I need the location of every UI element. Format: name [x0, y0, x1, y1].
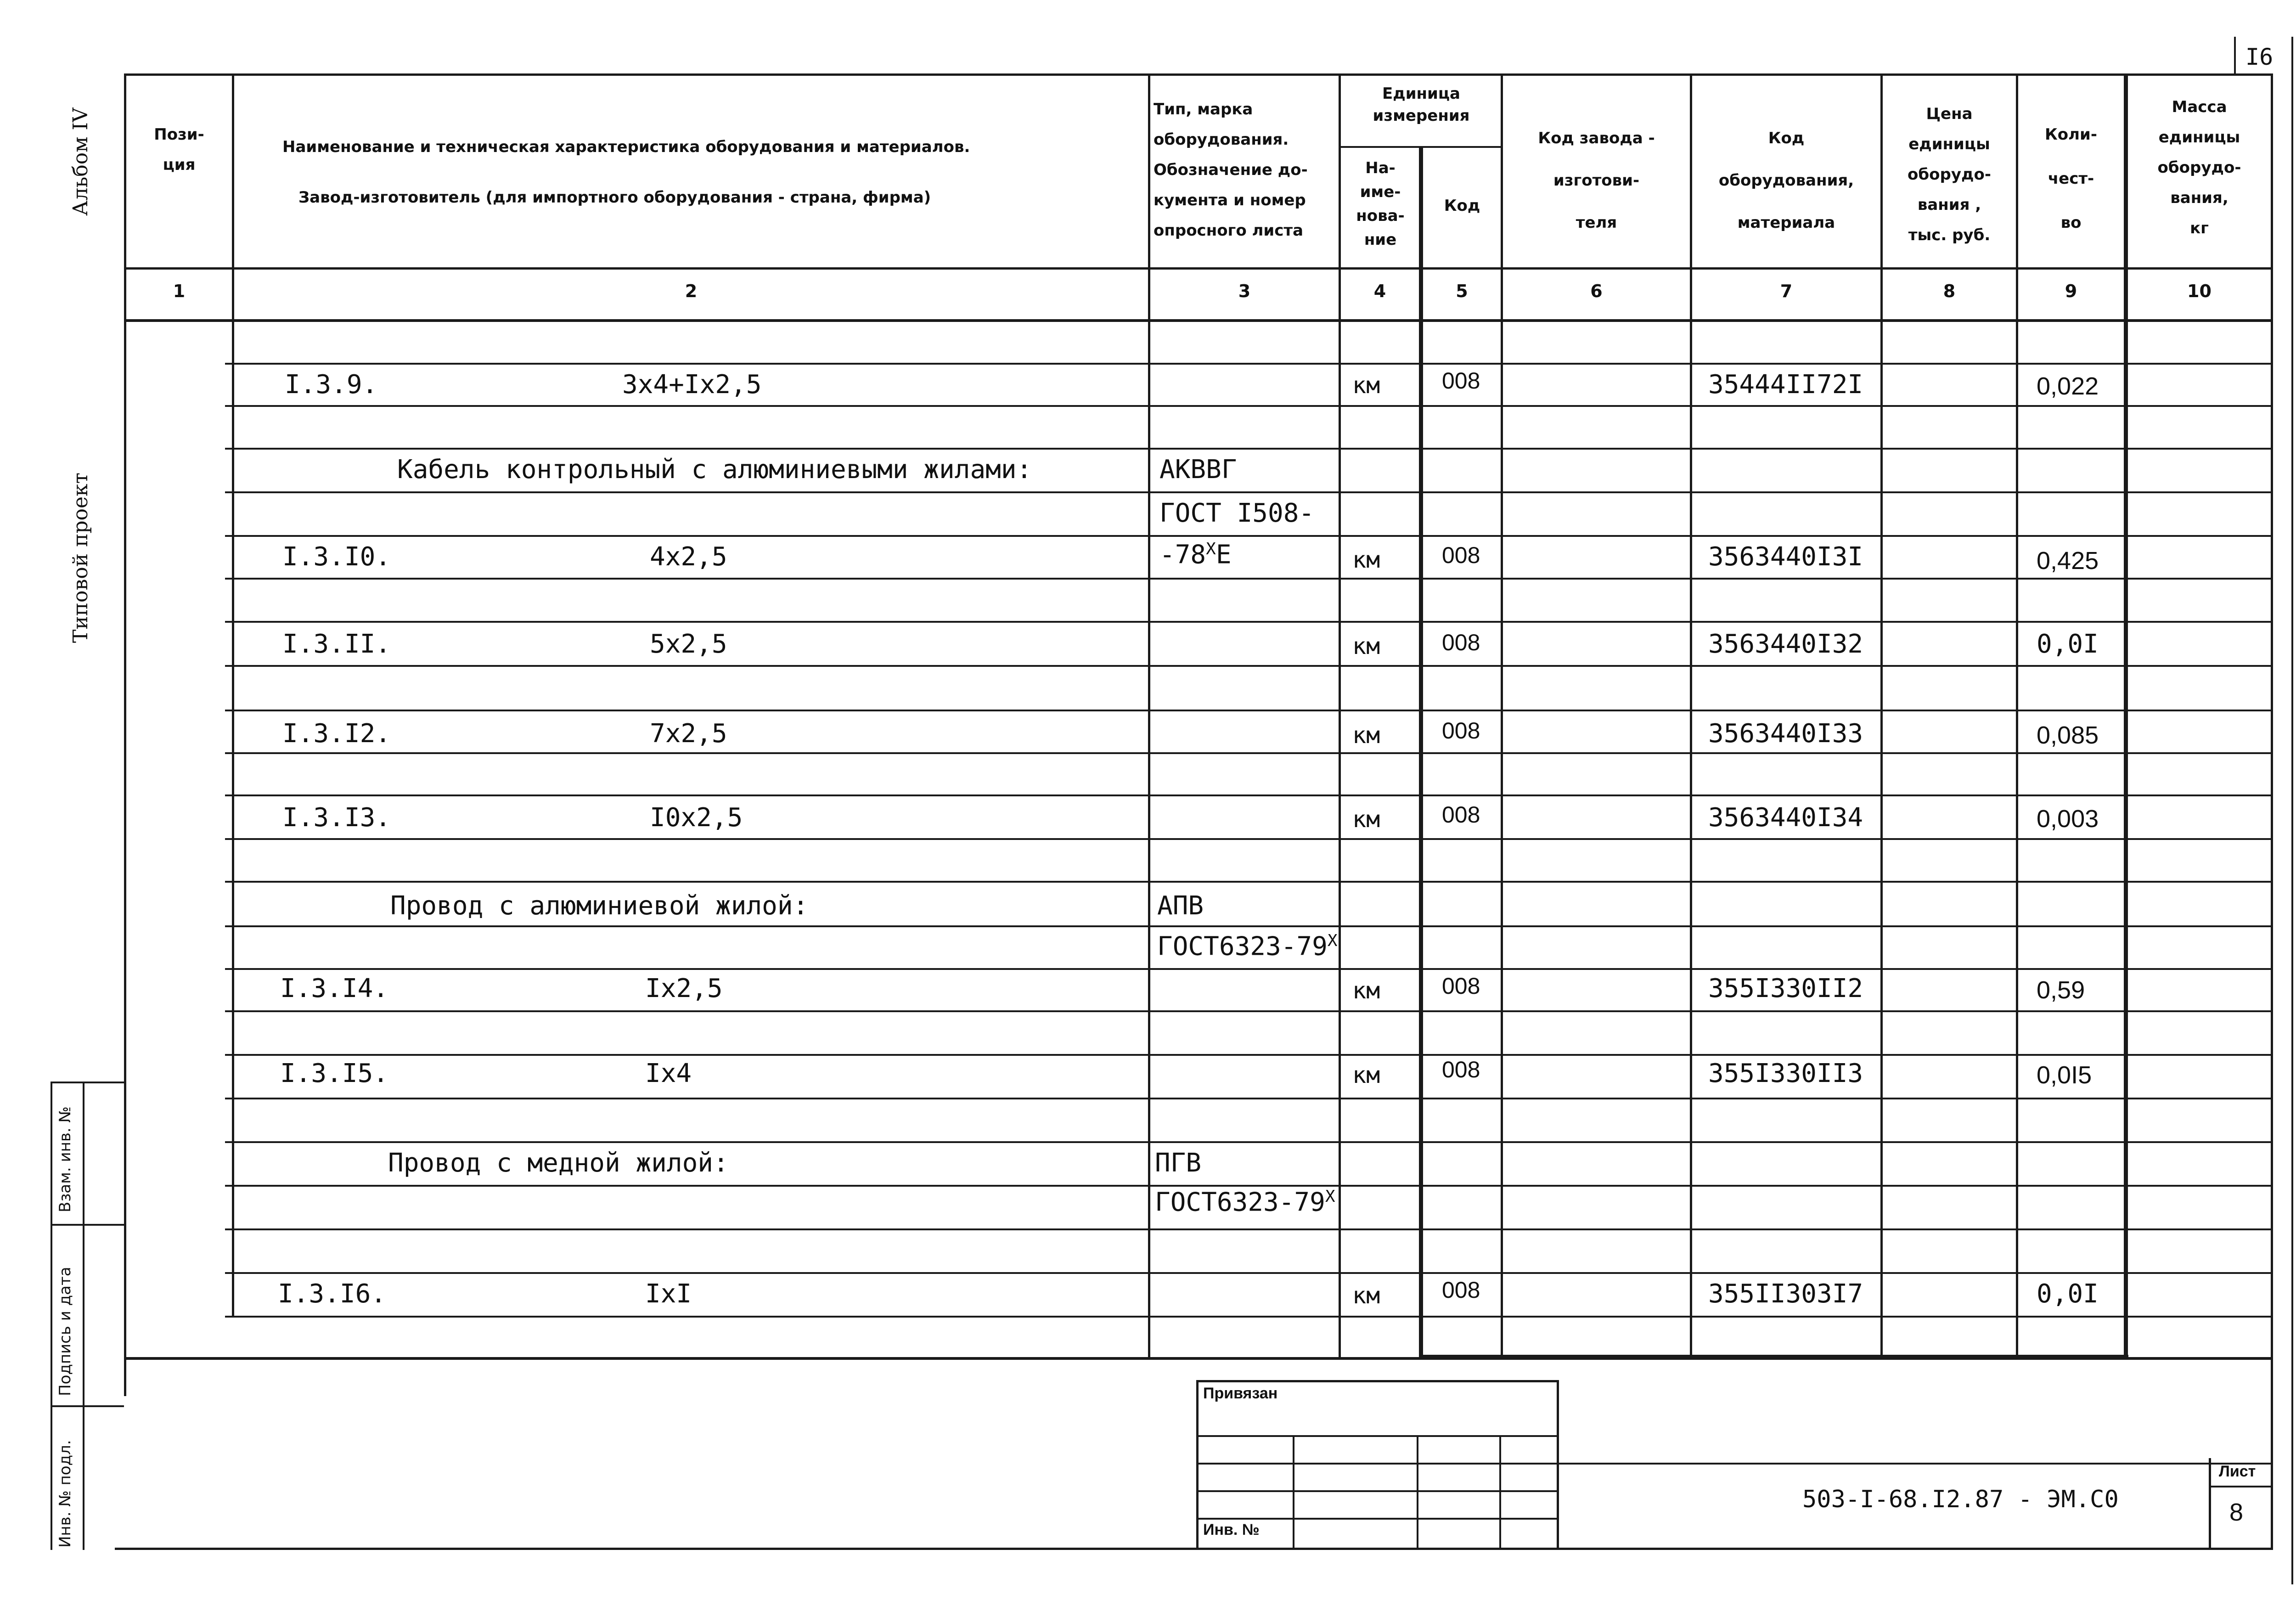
group-heading: Кабель контрольный с алюминиевыми жилами:	[397, 455, 1032, 485]
hdr-col9: Коли- чест- во	[2045, 125, 2097, 232]
row-type: $ГОСТ6323-79^X$	[1157, 931, 1338, 962]
row-position: I.3.I4.	[280, 974, 389, 1003]
col-line-3	[1339, 73, 1341, 1359]
row-line	[225, 621, 2273, 623]
row-quantity: 0,0I	[2037, 629, 2099, 659]
row-unit: км	[1352, 546, 1380, 573]
row-line	[225, 968, 2273, 970]
row-quantity: 0,003	[2037, 805, 2099, 833]
hdr-col6: Код завода - изготови- теля	[1538, 129, 1655, 232]
binding-vline-1	[1293, 1435, 1294, 1548]
row-code: 008	[1442, 1057, 1480, 1082]
col-line-7	[1880, 73, 1883, 1359]
col-line-2	[1148, 73, 1150, 1359]
frame-left-border	[124, 73, 126, 1396]
frame-right-border	[2271, 73, 2273, 1550]
row-line	[225, 1098, 2273, 1099]
binding-line-2	[1196, 1463, 1559, 1465]
row-position: I.3.I2.	[282, 719, 391, 749]
hdr-col2: Наименование и техническая характеристика оборудования и материалов. Завод-изготовитель (для импортного оборудования - страна, фирма)	[282, 138, 970, 207]
sheet-number-top: I6	[2245, 44, 2273, 70]
row-line	[225, 1228, 2273, 1230]
col-line-6	[1690, 73, 1692, 1359]
row-line	[225, 405, 2273, 407]
colnum-2: 2	[685, 281, 698, 301]
album-label: Альбом IV	[69, 107, 92, 216]
row-position: I.3.I6.	[278, 1279, 387, 1309]
row-line	[225, 1054, 2273, 1056]
hdr-col10: Масса единицы оборудо- вания, кг	[2157, 98, 2241, 237]
row-unit: км	[1352, 372, 1380, 399]
row-type: АКВВГ	[1159, 455, 1237, 485]
colnum-6: 6	[1590, 281, 1603, 301]
colnum-5: 5	[1456, 281, 1468, 301]
row-type: ПГВ	[1155, 1148, 1202, 1178]
row-position: I.3.I5.	[280, 1059, 389, 1088]
row-line	[225, 1010, 2273, 1012]
row-material-code: 355I330II2	[1708, 974, 1863, 1003]
row-line	[225, 491, 2273, 493]
row-material-code: 355II303I7	[1708, 1279, 1863, 1309]
row-name: IxI	[645, 1279, 692, 1309]
row-position: I.3.9.	[285, 370, 378, 400]
row-name: 3x4+Ix2,5	[622, 370, 762, 400]
row-line	[225, 881, 2273, 883]
row-material-code: 3563440I3I	[1708, 542, 1863, 572]
row-quantity: 0,0I	[2037, 1279, 2099, 1309]
row-unit: км	[1352, 806, 1380, 833]
row-unit: км	[1352, 1282, 1380, 1309]
row-line	[225, 1272, 2273, 1274]
stamp-left-line	[51, 1082, 52, 1550]
row-line	[225, 925, 2273, 927]
group-heading: Провод с медной жилой:	[388, 1148, 729, 1178]
hdr-col1: Пози- ция	[154, 125, 204, 174]
stamp-top-line	[51, 1082, 124, 1083]
row-code: 008	[1442, 802, 1480, 828]
inv-no-label: Инв. №	[1203, 1521, 1260, 1538]
row-line	[225, 665, 2273, 667]
row-line	[225, 535, 2273, 537]
row-unit: км	[1352, 977, 1380, 1004]
bold-box-bottom	[1419, 1355, 2128, 1359]
sheet-label: Лист	[2219, 1463, 2256, 1480]
col-line-5	[1501, 73, 1503, 1359]
right-edge-line	[2291, 37, 2293, 1584]
col-line-9	[2124, 73, 2128, 1359]
sheet-number: 8	[2229, 1499, 2244, 1526]
row-code: 008	[1442, 542, 1480, 568]
binding-vline-3	[1499, 1435, 1501, 1548]
col-line-1	[232, 73, 234, 1316]
top-number-divider	[2234, 37, 2236, 74]
row-name: 7x2,5	[650, 719, 727, 749]
hdr-unit-group: Единица измерения	[1373, 85, 1470, 125]
row-line	[225, 1316, 2273, 1318]
header-bottom-line	[124, 267, 2273, 270]
binding-line-3	[1196, 1490, 1559, 1492]
row-line	[225, 1141, 2273, 1143]
row-line	[225, 752, 2273, 754]
row-type: $-78^XЕ$	[1159, 540, 1232, 570]
binding-label: Привязан	[1203, 1385, 1278, 1402]
document-code: 503-I-68.I2.87 - ЭМ.С0	[1802, 1486, 2119, 1513]
binding-vline-2	[1417, 1435, 1418, 1548]
row-name: Ix2,5	[645, 974, 723, 1003]
col-line-8	[2016, 73, 2018, 1359]
row-type: ГОСТ I508-	[1159, 498, 1315, 528]
row-line	[225, 448, 2273, 450]
stamp-div-1	[51, 1224, 124, 1226]
hdr-col7: Код оборудования, материала	[1718, 129, 1854, 232]
row-quantity: 0,425	[2037, 547, 2099, 575]
row-material-code: 3563440I32	[1708, 629, 1863, 659]
colnum-1: 1	[173, 281, 186, 301]
row-unit: км	[1352, 1062, 1380, 1088]
stamp-podpis: Подпись и дата	[56, 1267, 74, 1396]
stamp-mid-line	[83, 1082, 84, 1550]
row-name: 4x2,5	[650, 542, 727, 572]
row-quantity: 0,0I5	[2037, 1061, 2092, 1089]
row-code: 008	[1442, 630, 1480, 655]
frame-top-border	[124, 73, 2273, 76]
row-position: I.3.I0.	[282, 542, 391, 572]
colnum-4: 4	[1373, 281, 1386, 301]
row-code: 008	[1442, 368, 1480, 394]
binding-line-1	[1196, 1435, 1559, 1437]
row-line	[225, 578, 2273, 580]
row-code: 008	[1442, 718, 1480, 744]
colnum-9: 9	[2065, 281, 2077, 301]
colnum-7: 7	[1780, 281, 1793, 301]
row-position: I.3.II.	[282, 629, 391, 659]
row-line	[225, 794, 2273, 796]
row-type: АПВ	[1157, 891, 1204, 921]
row-name: I0x2,5	[650, 803, 743, 833]
row-material-code: 355I330II3	[1708, 1059, 1863, 1088]
row-quantity: 0,59	[2037, 976, 2085, 1004]
titleblock-top-line	[1559, 1463, 2273, 1465]
binding-line-4	[1196, 1518, 1559, 1520]
stamp-div-2	[51, 1405, 124, 1407]
frame-bottom-border	[115, 1548, 2273, 1550]
stamp-vzam: Взам. инв. №	[56, 1106, 74, 1212]
hdr-col3: Тип, марка оборудования. Обозначение до- кумента и номер опросного листа	[1154, 100, 1308, 240]
row-line	[225, 1185, 2273, 1187]
row-line	[225, 363, 2273, 365]
sheet-box-divider	[2209, 1486, 2273, 1487]
row-line	[225, 710, 2273, 711]
colnum-8: 8	[1943, 281, 1956, 301]
row-material-code: 3563440I34	[1708, 803, 1863, 833]
stamp-inv-podl: Инв. № подл.	[56, 1440, 74, 1548]
colnum-10: 10	[2187, 281, 2212, 301]
row-quantity: 0,022	[2037, 372, 2099, 400]
hdr-col4: На- име- нова- ние	[1356, 159, 1405, 249]
hdr-col5: Код	[1444, 197, 1480, 215]
row-material-code: 35444II72I	[1708, 370, 1863, 400]
row-code: 008	[1442, 1277, 1480, 1303]
row-unit: км	[1352, 722, 1380, 749]
colnum-bottom-line	[124, 319, 2273, 322]
row-type: $ГОСТ6323-79^X$	[1155, 1187, 1335, 1217]
row-name: Ix4	[645, 1059, 692, 1088]
group-heading: Провод с алюминиевой жилой:	[390, 891, 809, 921]
row-position: I.3.I3.	[282, 803, 391, 833]
row-line	[225, 838, 2273, 840]
hdr-col8: Цена единицы оборудо- вания , тыс. руб.	[1908, 105, 1991, 244]
row-code: 008	[1442, 973, 1480, 999]
colnum-3: 3	[1238, 281, 1251, 301]
row-material-code: 3563440I33	[1708, 719, 1863, 749]
row-name: 5x2,5	[650, 629, 727, 659]
row-unit: км	[1352, 633, 1380, 659]
project-label: Типовой проект	[69, 473, 92, 643]
row-quantity: 0,085	[2037, 721, 2099, 749]
